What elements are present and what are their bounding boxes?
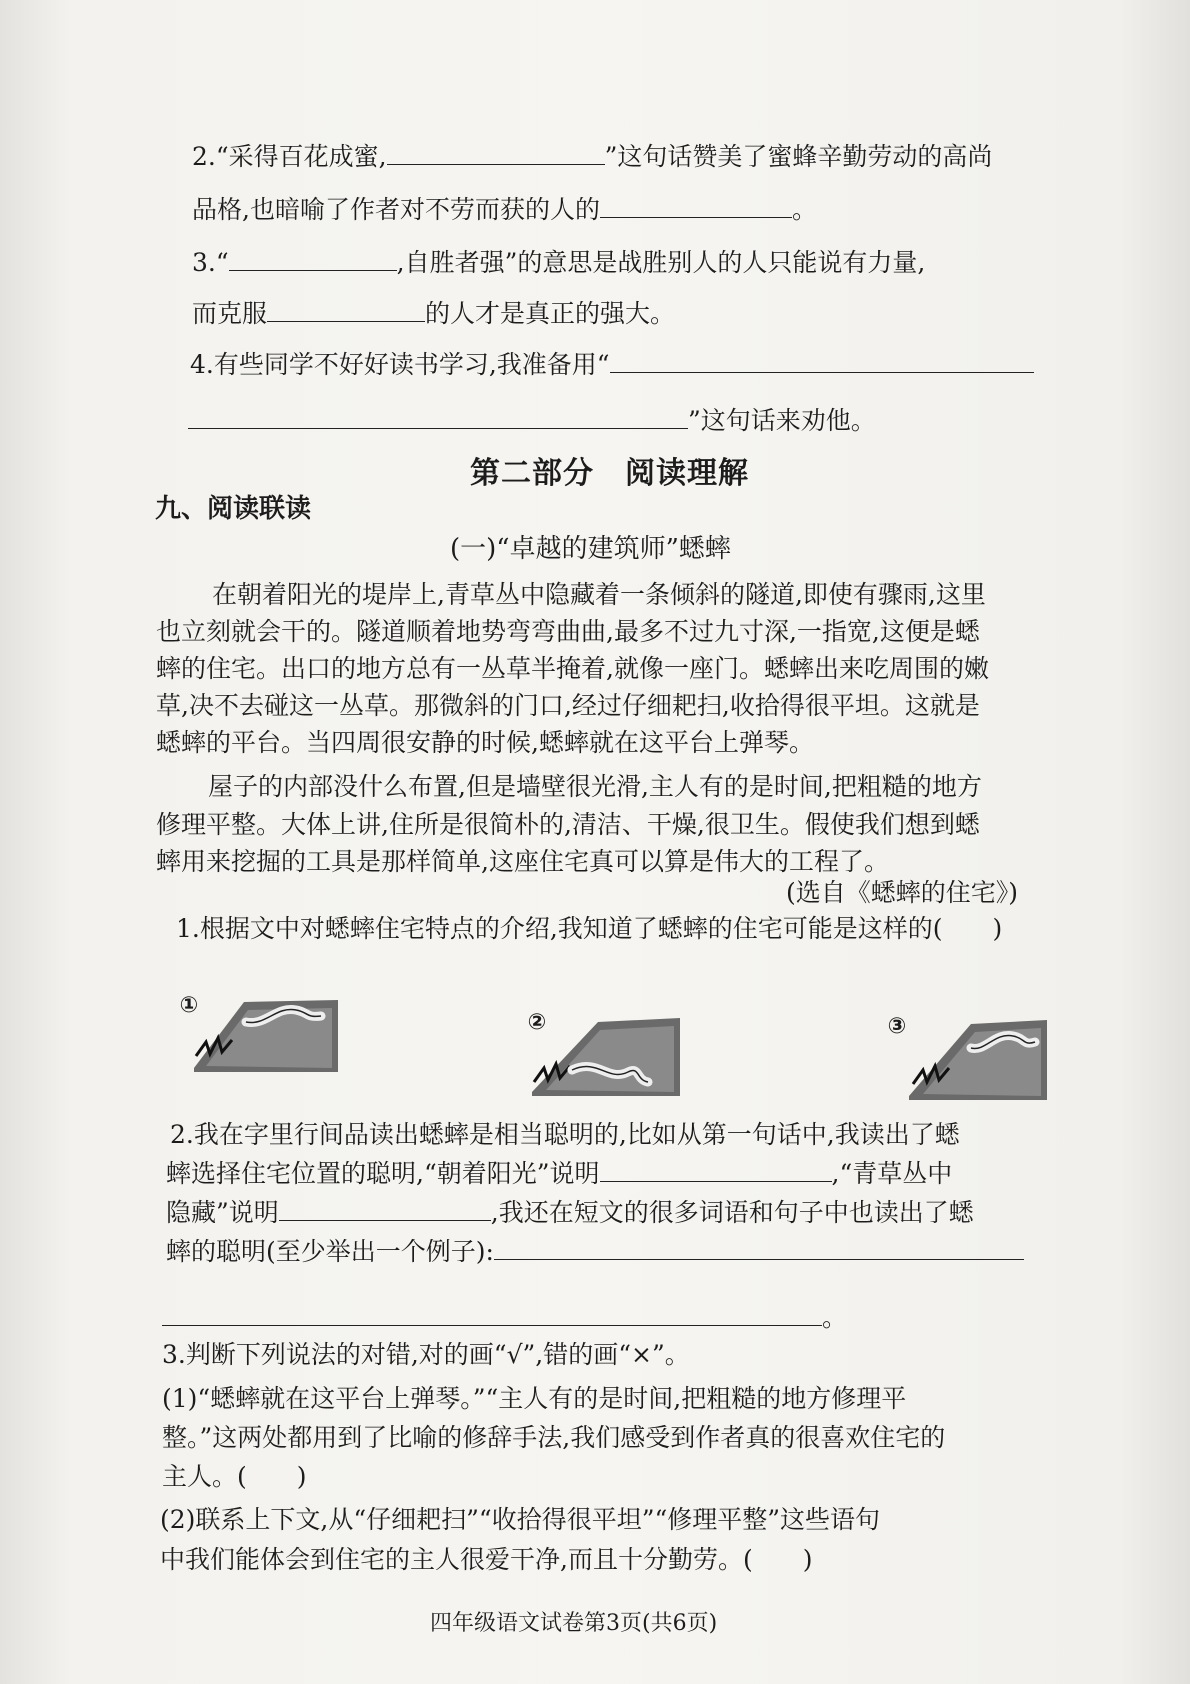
q1-text: 1.根据文中对蟋蟀住宅特点的介绍,我知道了蟋蟀的住宅可能是这样的( )	[176, 914, 1003, 943]
answer-blank[interactable]	[279, 1196, 491, 1221]
burrow-picture-3[interactable]	[905, 1012, 1055, 1102]
q8-item4-line2	[188, 404, 876, 438]
q3-statement1-line2: 整。”这两处都用到了比喻的修辞手法,我们感受到作者真的很喜欢住宅的	[162, 1423, 946, 1452]
passage-line: 蟀用来挖掘的工具是那样简单,这座住宅真可以算是伟大的工程了。	[156, 847, 889, 876]
q2-line1: 2.我在字里行间品读出蟋蟀是相当聪明的,比如从第一句话中,我读出了蟋	[170, 1120, 960, 1149]
answer-blank[interactable]	[494, 1235, 1024, 1260]
answer-blank[interactable]	[600, 1157, 832, 1182]
q8-item4-line1	[190, 348, 1034, 382]
passage-line: 屋子的内部没什么布置,但是墙壁很光滑,主人有的是时间,把粗糙的地方	[208, 772, 982, 801]
text: ”这句话赞美了蜜蜂辛勤劳动的高尚	[604, 142, 993, 171]
answer-blank[interactable]	[610, 348, 1034, 373]
q2-line4	[166, 1235, 1024, 1269]
q3-statement1-line1: (1)“蟋蟀就在这平台上弹琴。”“主人有的是时间,把粗糙的地方修理平	[162, 1384, 907, 1413]
text: ,“青草丛中	[831, 1159, 953, 1188]
answer-blank[interactable]	[229, 246, 397, 271]
option-marker-2[interactable]: ②	[527, 1010, 547, 1035]
q8-item2-line1	[192, 140, 992, 174]
text: 4.有些同学不好好读书学习,我准备用“	[190, 350, 610, 379]
q8-item3-line2	[192, 297, 675, 331]
text: 而克服	[192, 299, 268, 328]
option-marker-3[interactable]: ③	[887, 1014, 907, 1039]
q2-line2	[166, 1157, 952, 1191]
text: 隐藏”说明	[166, 1198, 279, 1227]
passage-line: 在朝着阳光的堤岸上,青草丛中隐藏着一条倾斜的隧道,即使有骤雨,这里	[212, 580, 986, 609]
section-heading: 九、阅读联读	[155, 494, 312, 524]
answer-blank[interactable]	[267, 297, 425, 322]
passage-title: (一)“卓越的建筑师”蟋蟀	[450, 534, 731, 564]
burrow-picture-1[interactable]	[186, 996, 346, 1076]
q8-item3-line1	[192, 246, 925, 280]
answer-blank[interactable]	[600, 193, 792, 218]
passage-line: 修理平整。大体上讲,住所是很简朴的,清洁、干燥,很卫生。假使我们想到蟋	[156, 810, 980, 839]
passage-source: (选自《蟋蟀的住宅》)	[786, 878, 1019, 907]
text: 品格,也暗喻了作者对不劳而获的人的	[192, 195, 600, 224]
q3-statement1-line3[interactable]: 主人。( )	[162, 1462, 307, 1491]
text: ”这句话来劝他。	[688, 406, 876, 435]
text: 蟀选择住宅位置的聪明,“朝着阳光”说明	[166, 1159, 600, 1188]
text: ,我还在短文的很多词语和句子中也读出了蟋	[490, 1198, 974, 1227]
text: 。	[791, 195, 817, 224]
text: ,自胜者强”的意思是战胜别人的人只能说有力量,	[396, 248, 926, 277]
answer-blank[interactable]	[188, 404, 688, 429]
q2-line5	[162, 1301, 847, 1335]
option-marker-1[interactable]: ①	[179, 993, 199, 1018]
text: 3.“	[192, 248, 229, 277]
q3-instruction: 3.判断下列说法的对错,对的画“√”,错的画“×”。	[162, 1340, 690, 1369]
q2-line3	[166, 1196, 974, 1230]
text: 。	[822, 1303, 848, 1332]
q3-statement2-line1: (2)联系上下文,从“仔细耙扫”“收拾得很平坦”“修理平整”这些语句	[160, 1505, 881, 1534]
text: 蟀的聪明(至少举出一个例子):	[166, 1237, 494, 1266]
passage-line: 也立刻就会干的。隧道顺着地势弯弯曲曲,最多不过九寸深,一指宽,这便是蟋	[156, 617, 980, 646]
passage-line: 蟀的住宅。出口的地方总有一丛草半掩着,就像一座门。蟋蟀出来吃周围的嫩	[156, 654, 989, 683]
page-footer: 四年级语文试卷第3页(共6页)	[430, 1611, 718, 1636]
text: 2.“采得百花成蜜,	[192, 142, 387, 171]
passage-line: 蟋蟀的平台。当四周很安静的时候,蟋蟀就在这平台上弹琴。	[156, 728, 814, 757]
burrow-picture-2[interactable]	[528, 1012, 688, 1098]
q8-item2-line2	[192, 193, 817, 227]
q3-statement2-line2[interactable]: 中我们能体会到住宅的主人很爱干净,而且十分勤劳。( )	[160, 1545, 813, 1574]
answer-blank[interactable]	[387, 140, 605, 165]
answer-blank[interactable]	[162, 1301, 822, 1326]
passage-line: 草,决不去碰这一丛草。那微斜的门口,经过仔细耙扫,收拾得很平坦。这就是	[156, 691, 980, 720]
part-title: 第二部分 阅读理解	[470, 456, 749, 491]
text: 的人才是真正的强大。	[425, 299, 676, 328]
